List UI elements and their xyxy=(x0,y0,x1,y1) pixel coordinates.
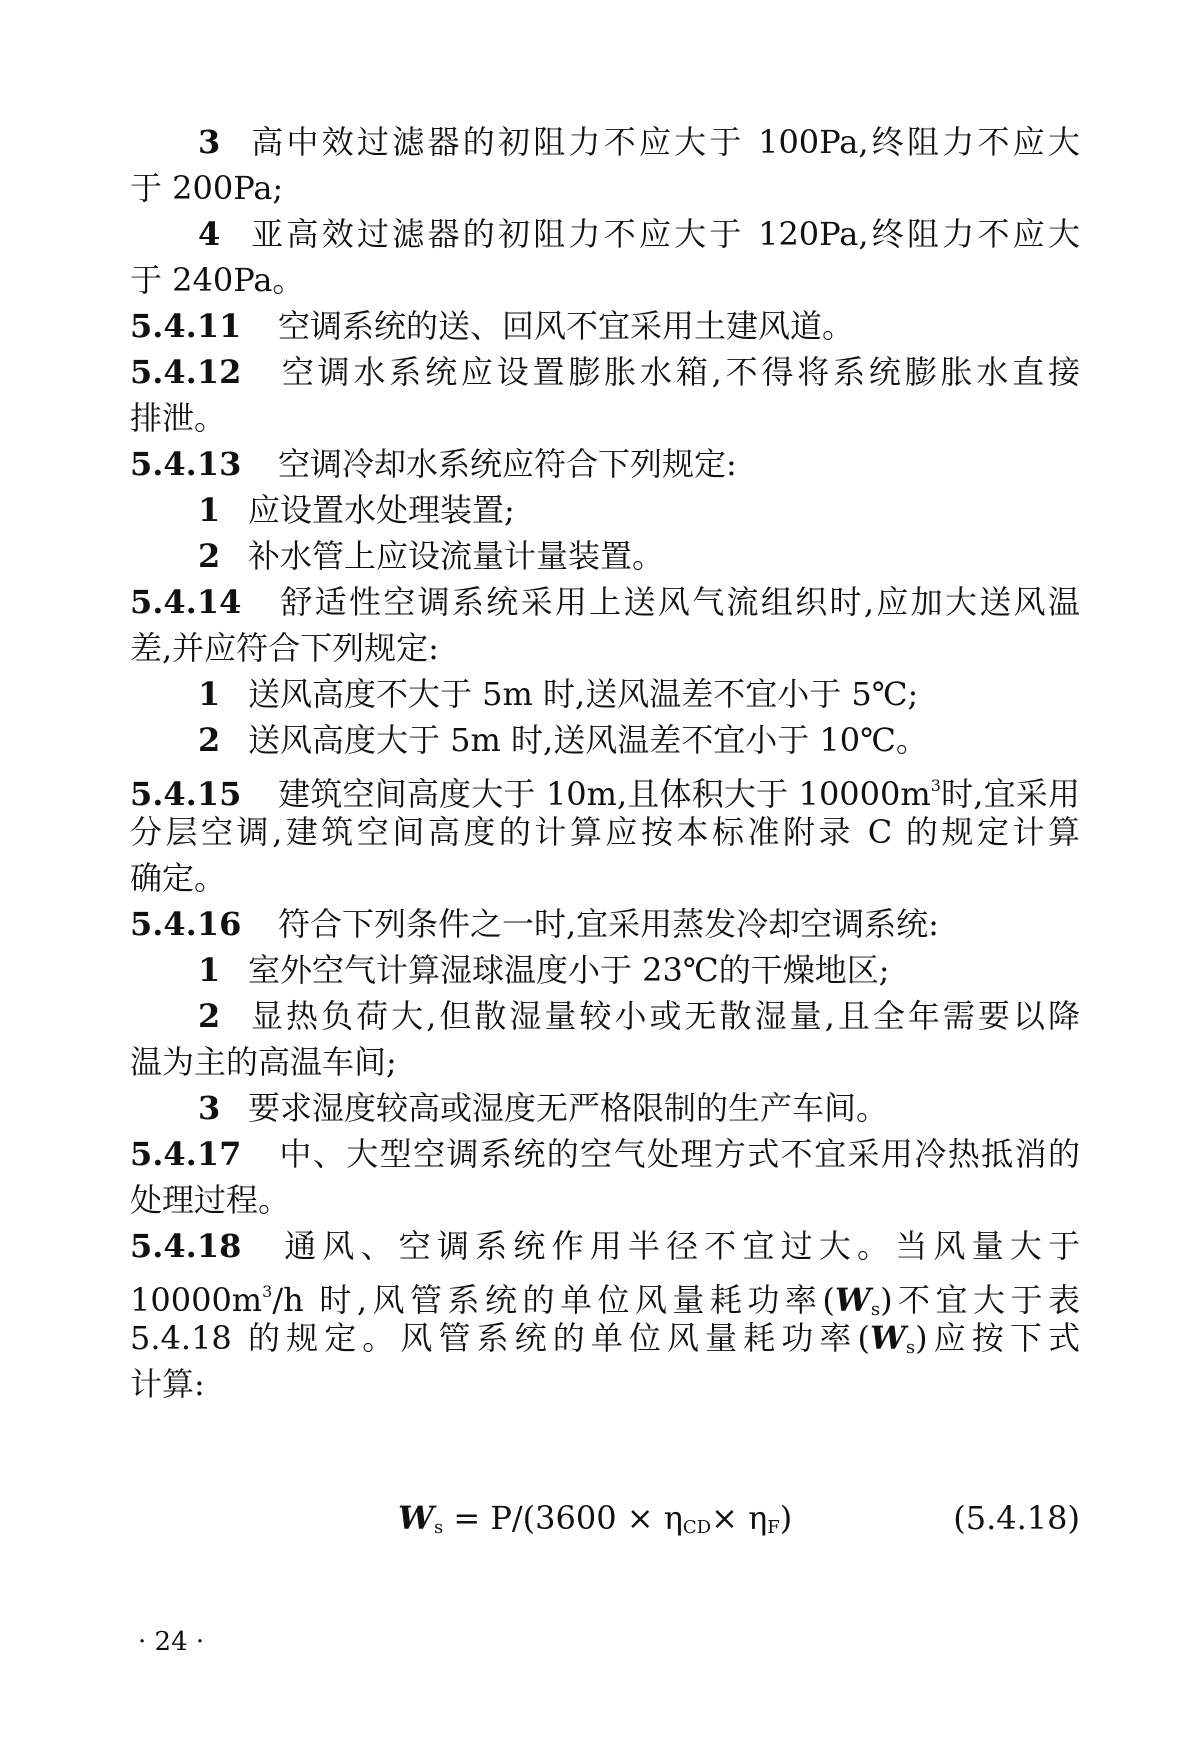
item-number: 1 xyxy=(198,491,221,529)
clause-item-1 xyxy=(198,948,1080,992)
line-text-a: 5.4.18 的规定。风管系统的单位风量耗功率( xyxy=(130,1319,870,1357)
line-text-c: )应按下式 xyxy=(915,1319,1080,1357)
item-number: 4 xyxy=(198,215,221,253)
clause-text: 空调冷却水系统应符合下列规定: xyxy=(278,445,737,483)
line-text-c: )不宜大于表 xyxy=(880,1281,1080,1319)
line-text: 于 200Pa; xyxy=(130,169,284,207)
clause-5-4-16 xyxy=(130,902,1080,946)
item-number: 1 xyxy=(198,951,221,989)
clause-item-4 xyxy=(198,212,1080,256)
superscript: 3 xyxy=(262,1282,273,1301)
subscript: s xyxy=(870,1299,881,1320)
clause-item-3 xyxy=(198,120,1080,164)
superscript: 3 xyxy=(930,776,941,795)
text-line xyxy=(130,1178,1080,1222)
formula-lhs-sub: s xyxy=(433,1517,444,1538)
line-text: 于 240Pa。 xyxy=(130,261,305,299)
clause-5-4-13 xyxy=(130,442,1080,486)
item-number: 3 xyxy=(198,123,221,161)
clause-item-2 xyxy=(198,718,1080,762)
item-number: 2 xyxy=(198,997,221,1035)
variable-w: W xyxy=(869,1319,906,1357)
clause-number: 5.4.14 xyxy=(130,583,242,621)
item-text: 要求湿度较高或湿度无严格限制的生产车间。 xyxy=(248,1089,889,1127)
text-line xyxy=(130,396,1080,440)
item-text: 应设置水处理装置; xyxy=(248,491,515,529)
text-line xyxy=(130,856,1080,900)
clause-text: 中、大型空调系统的空气处理方式不宜采用冷热抵消的 xyxy=(278,1135,1080,1173)
item-text: 送风高度不大于 5m 时,送风温差不宜小于 5℃; xyxy=(248,675,919,713)
clause-number: 5.4.13 xyxy=(130,445,242,483)
item-number: 3 xyxy=(198,1089,221,1127)
clause-text: 通风、空调系统作用半径不宜过大。当风量大于 xyxy=(278,1227,1080,1265)
subscript: s xyxy=(905,1337,916,1358)
clause-5-4-12 xyxy=(130,350,1080,394)
formula-rhs-a: = P/(3600 × η xyxy=(443,1499,683,1537)
clause-text: 空调系统的送、回风不宜采用土建风道。 xyxy=(278,307,855,345)
clause-item-2 xyxy=(198,994,1080,1038)
formula-eta2-sub: F xyxy=(767,1517,780,1538)
variable-w: W xyxy=(834,1281,871,1319)
equation-number: (5.4.18) xyxy=(953,1499,1080,1537)
line-text-b: /h 时,风管系统的单位风量耗功率( xyxy=(272,1281,835,1319)
clause-item-1 xyxy=(198,488,1080,532)
formula-lhs: W xyxy=(398,1499,434,1537)
text-line xyxy=(130,810,1080,854)
line-text-a: 10000m xyxy=(130,1281,263,1319)
formula-rhs-b: × η xyxy=(711,1499,768,1537)
line-text: 温为主的高温车间; xyxy=(130,1043,397,1081)
item-number: 2 xyxy=(198,721,221,759)
clause-number: 5.4.15 xyxy=(130,775,242,813)
line-text: 排泄。 xyxy=(130,399,227,437)
formula-eta1-sub: CD xyxy=(682,1517,712,1538)
line-text: 分层空调,建筑空间高度的计算应按本标准附录 C 的规定计算 xyxy=(130,813,1080,851)
clause-text: 符合下列条件之一时,宜采用蒸发冷却空调系统: xyxy=(278,905,939,943)
clause-5-4-18 xyxy=(130,1224,1080,1268)
item-text: 补水管上应设流量计量装置。 xyxy=(248,537,665,575)
clause-text-a: 建筑空间高度大于 10m,且体积大于 10000m xyxy=(278,775,931,813)
item-number: 2 xyxy=(198,537,221,575)
item-text: 显热负荷大,但散湿量较小或无散湿量,且全年需要以降 xyxy=(248,997,1080,1035)
line-text: 计算: xyxy=(130,1365,205,1403)
line-text: 确定。 xyxy=(130,859,227,897)
clause-text: 空调水系统应设置膨胀水箱,不得将系统膨胀水直接 xyxy=(278,353,1080,391)
clause-5-4-11 xyxy=(130,304,1080,348)
line-text: 处理过程。 xyxy=(130,1181,291,1219)
item-text: 送风高度大于 5m 时,送风温差不宜小于 10℃。 xyxy=(248,721,928,759)
formula-rhs-c: ) xyxy=(779,1499,793,1537)
text-line xyxy=(130,258,1080,302)
clause-number: 5.4.11 xyxy=(130,307,242,345)
text-line xyxy=(130,1040,1080,1084)
clause-number: 5.4.18 xyxy=(130,1227,242,1265)
formula-expression xyxy=(398,1496,792,1550)
clause-item-3 xyxy=(198,1086,1080,1130)
text-line xyxy=(130,1362,1080,1406)
clause-number: 5.4.12 xyxy=(130,353,242,391)
item-number: 1 xyxy=(198,675,221,713)
item-text: 室外空气计算湿球温度小于 23℃的干燥地区; xyxy=(248,951,890,989)
item-text: 高中效过滤器的初阻力不应大于 100Pa,终阻力不应大 xyxy=(248,123,1080,161)
text-line xyxy=(130,166,1080,210)
clause-item-2 xyxy=(198,534,1080,578)
page-number: · 24 · xyxy=(138,1627,205,1657)
clause-5-4-17 xyxy=(130,1132,1080,1176)
line-text: 差,并应符合下列规定: xyxy=(130,629,439,667)
clause-text: 舒适性空调系统采用上送风气流组织时,应加大送风温 xyxy=(278,583,1080,621)
clause-number: 5.4.17 xyxy=(130,1135,242,1173)
clause-5-4-14 xyxy=(130,580,1080,624)
text-line xyxy=(130,626,1080,670)
clause-text-b: 时,宜采用 xyxy=(940,775,1080,813)
clause-5-4-15 xyxy=(130,764,1080,816)
item-text: 亚高效过滤器的初阻力不应大于 120Pa,终阻力不应大 xyxy=(248,215,1080,253)
clause-number: 5.4.16 xyxy=(130,905,242,943)
clause-item-1 xyxy=(198,672,1080,716)
